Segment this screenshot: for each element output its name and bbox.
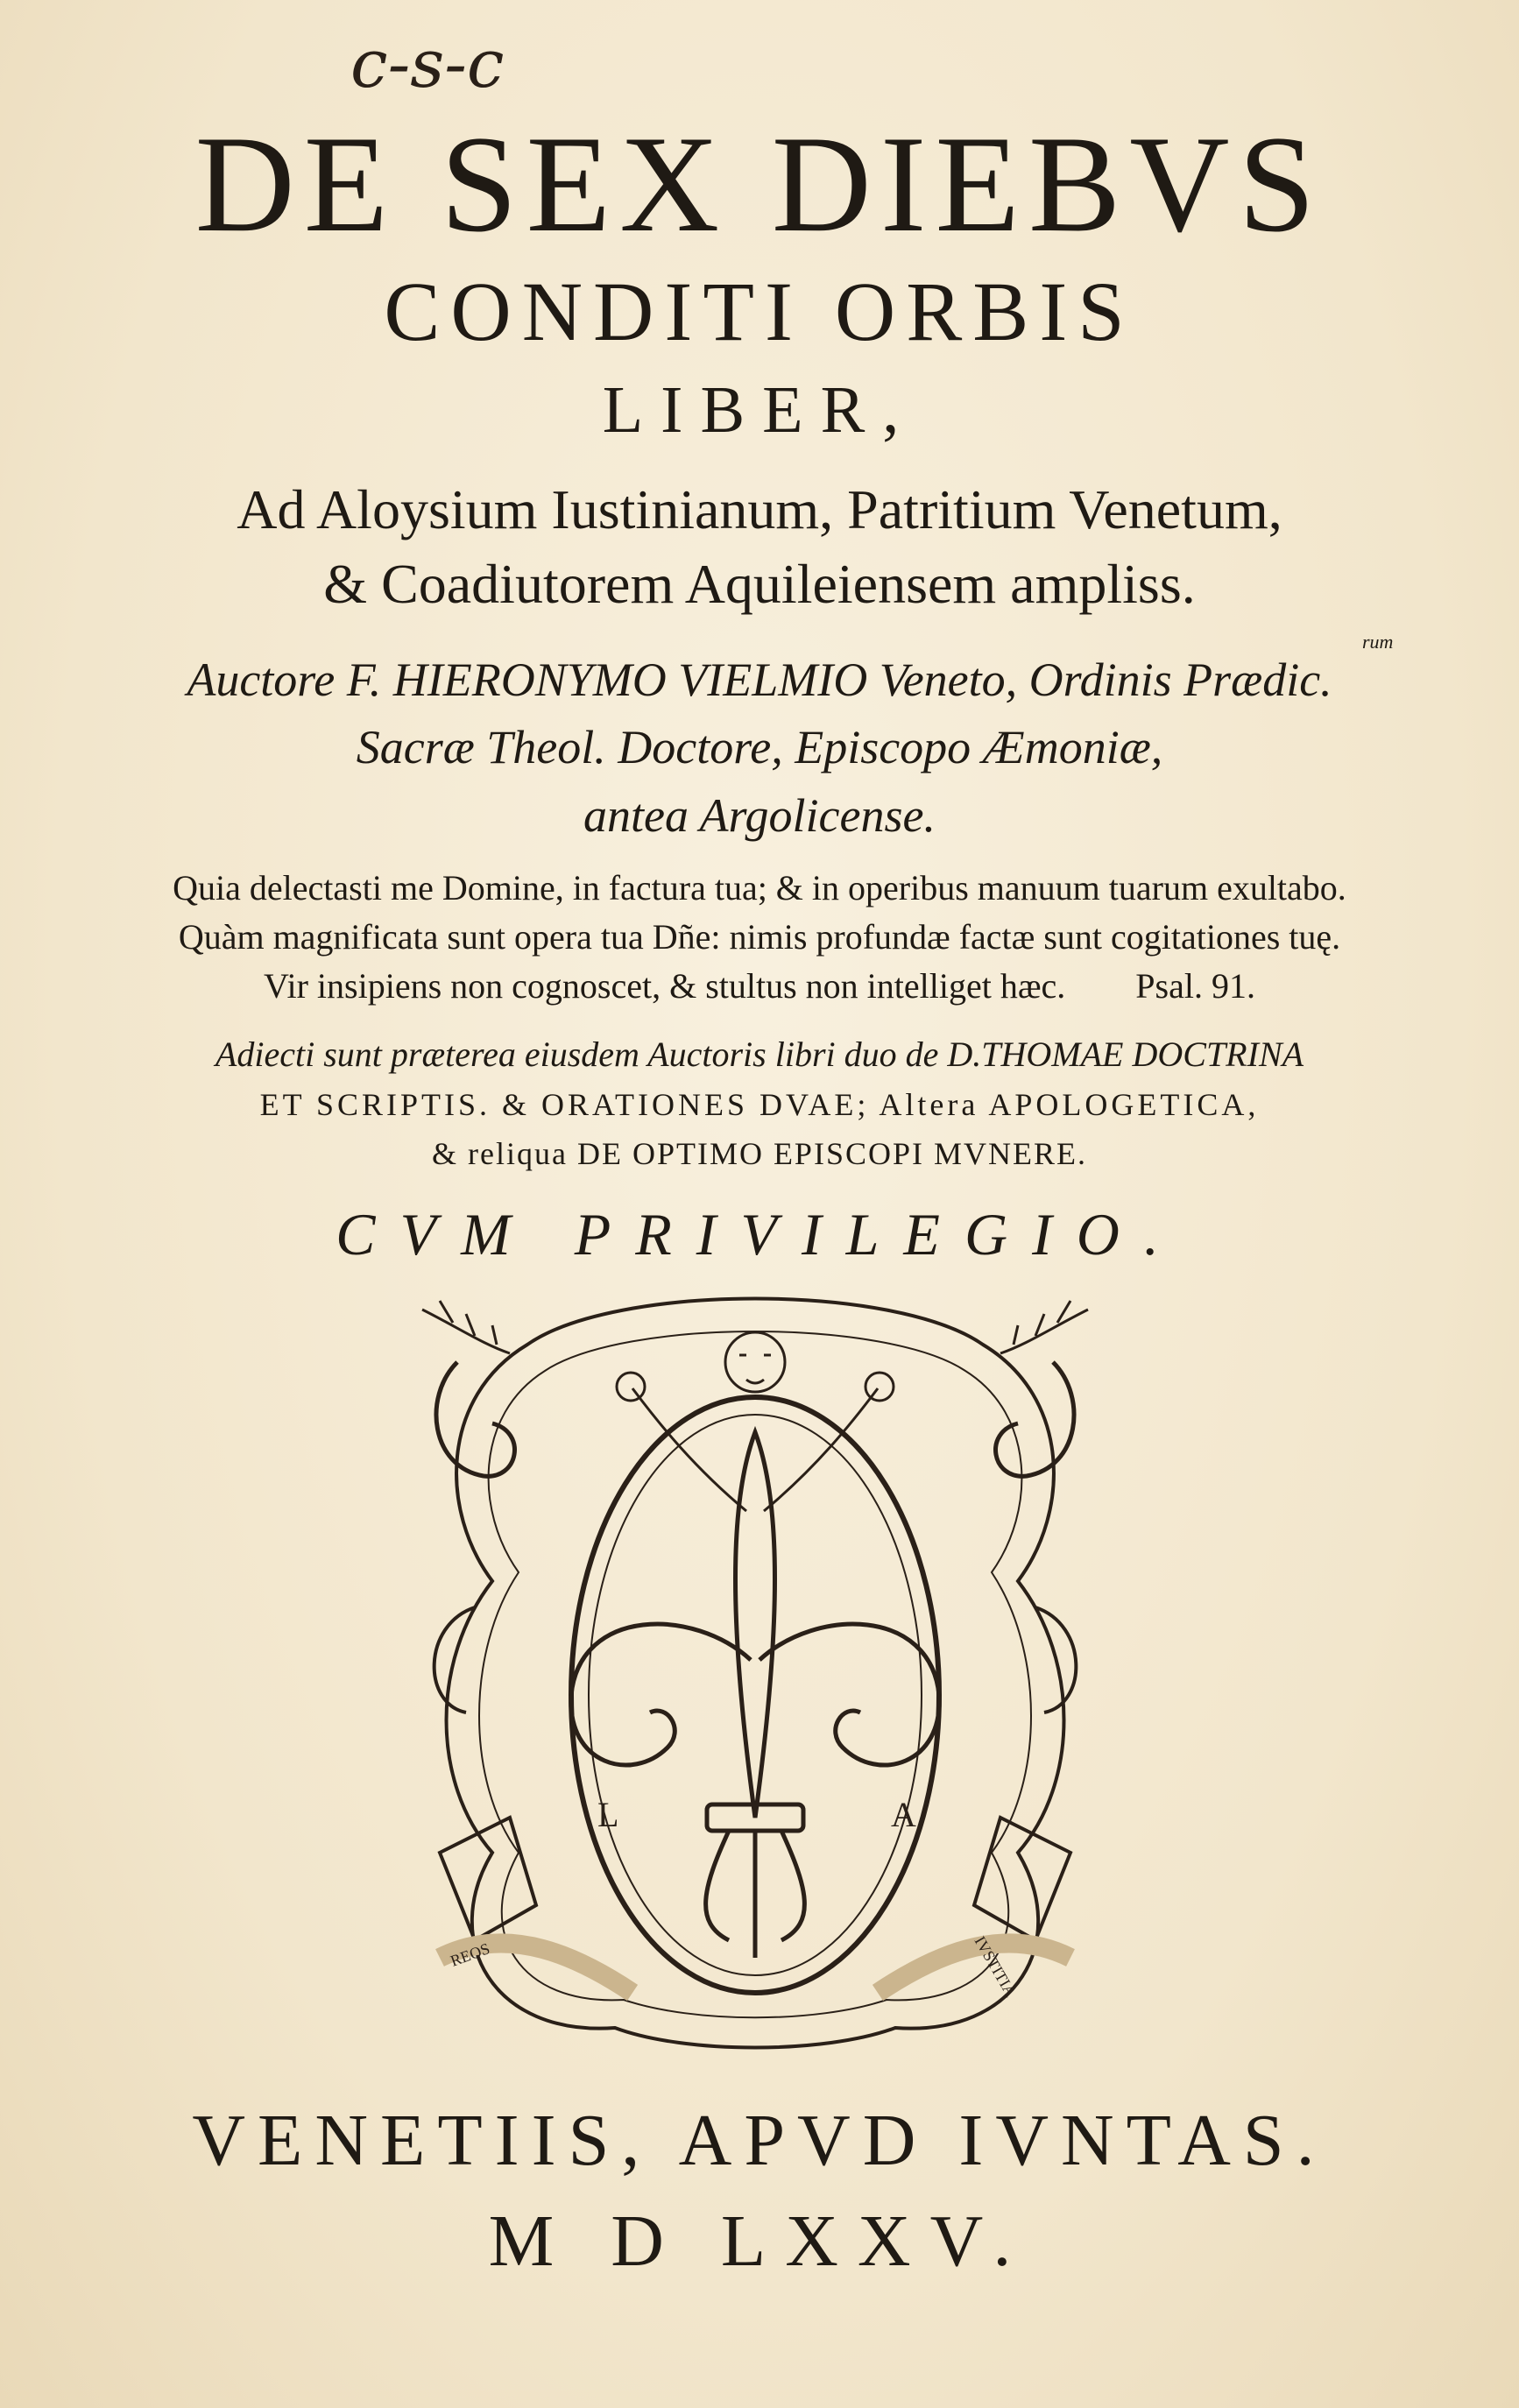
privilege-line: CVM PRIVILEGIO. bbox=[336, 1201, 1183, 1268]
psalm-reference: Psal. 91. bbox=[1135, 966, 1255, 1006]
author-line-2: Sacræ Theol. Doctore, Episcopo Æmoniæ, bbox=[356, 721, 1163, 773]
fleur-de-lis bbox=[571, 1373, 939, 1958]
quote-line-1: Quia delectasti me Domine, in factura tua; & in operibus manuum tuarum exultabo. bbox=[173, 868, 1346, 907]
dedication-line-1: Ad Aloysium Iustinianum, Patritium Venetum, bbox=[237, 478, 1282, 540]
printers-device-emblem bbox=[405, 1292, 1106, 2063]
quote-line-2: Quàm magnificata sunt opera tua Dñe: nimis profundæ factæ sunt cogitationes tuę. bbox=[178, 917, 1341, 957]
emblem-initial-right: A bbox=[891, 1795, 916, 1834]
title-line-1: DE SEX DIEBVS bbox=[194, 108, 1325, 261]
emblem-initial-left: L bbox=[597, 1795, 619, 1834]
right-ribbon bbox=[878, 1943, 1070, 1993]
title-line-3: LIBER, bbox=[602, 373, 917, 447]
ribbon-text-left: REOS bbox=[448, 1939, 492, 1970]
author-line-1: Auctore F. HIERONYMO VIELMIO Veneto, Ordinis Prædic. bbox=[187, 653, 1332, 706]
quote-line-3-text: Vir insipiens non cognoscet, & stultus non intelliget hæc. bbox=[264, 966, 1066, 1006]
right-torch bbox=[974, 1818, 1070, 1940]
addendum-line-1: Adiecti sunt præterea eiusdem Auctoris libri duo de D.THOMAE DOCTRINA bbox=[215, 1035, 1304, 1074]
left-torch bbox=[440, 1818, 536, 1940]
title-line-2: CONDITI ORBIS bbox=[384, 265, 1135, 358]
manuscript-note: c-s-c bbox=[350, 25, 505, 102]
author-line-3: antea Argolicense. bbox=[583, 789, 936, 842]
addendum-line-3: & reliqua DE OPTIMO EPISCOPI MVNERE. bbox=[432, 1136, 1087, 1171]
addendum-line-2: ET SCRIPTIS. & ORATIONES DVAE; Altera APOLOGETICA, bbox=[259, 1087, 1260, 1122]
imprint-date: M D LXXV. bbox=[488, 2200, 1031, 2282]
quote-line-3 bbox=[0, 965, 1519, 1006]
dedication-line-2: & Coadiutorem Aquileiensem ampliss. bbox=[323, 553, 1196, 615]
margin-note: rum bbox=[1362, 631, 1394, 653]
imprint-line-1: VENETIIS, APVD IVNTAS. bbox=[192, 2100, 1327, 2181]
ribbon-text-right: IVSTITIA bbox=[971, 1933, 1020, 2000]
